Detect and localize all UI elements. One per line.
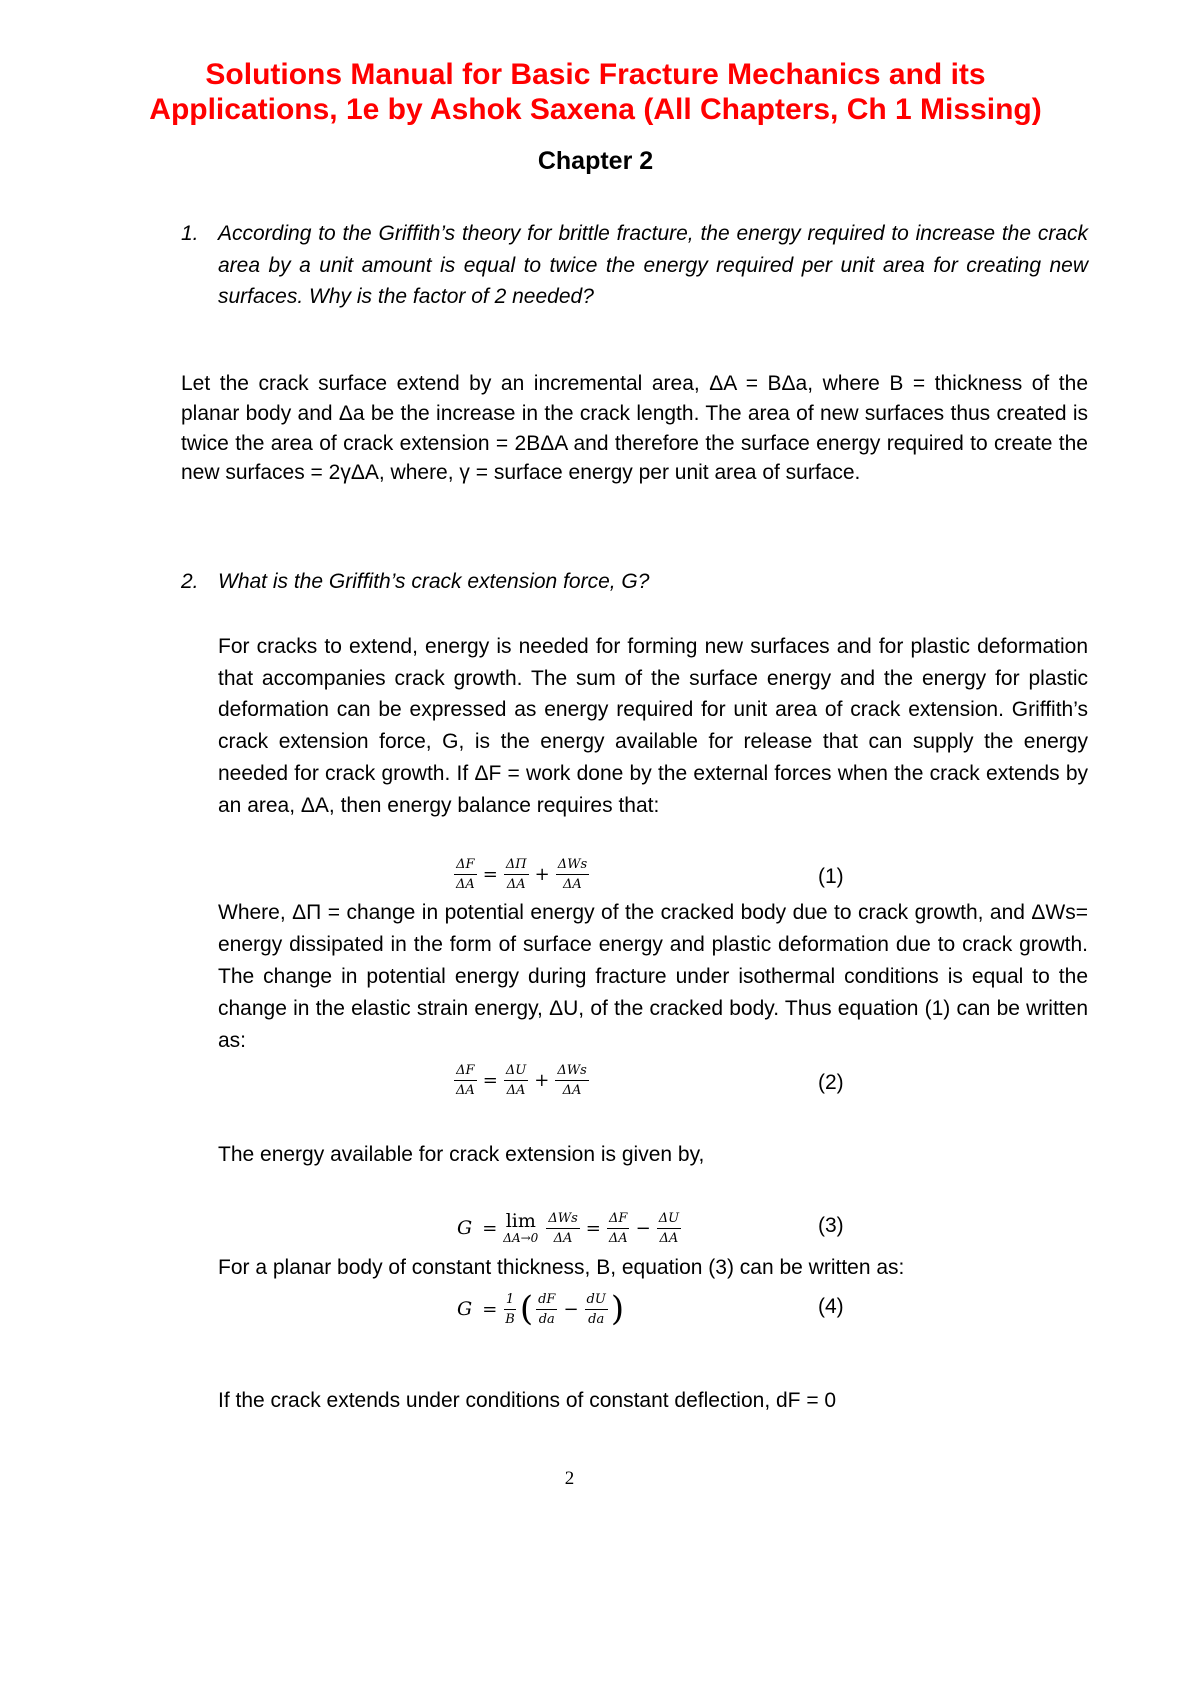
- eq3-fraction-3: $\frac{\Delta U}{\Delta A}$: [658, 1210, 680, 1246]
- question-1-number: 1.: [181, 222, 199, 245]
- equation-1: $\frac{\Delta F}{\Delta A}$ = $\frac{\Delta\Pi}{\Delta A}$ + $\frac{\text{ΔWs}}{\Delta A}$: [456, 856, 588, 892]
- eq2-fraction-1: $\frac{\Delta F}{\Delta A}$: [456, 1062, 475, 1098]
- eq1-fraction-1: $\frac{\Delta F}{\Delta A}$: [456, 856, 475, 892]
- answer-1-paragraph: Let the crack surface extend by an incremental area, ΔA = BΔa, where B = thickness of the planar body and Δa be the increase in the crack length. The area of new surfaces thus created is twice the area of crack extension = 2BΔA and therefore the surface energy required to create the new surfaces = 2γΔA, where, γ = surface energy per unit area of surface.: [181, 372, 1088, 485]
- answer-2-paragraph-1: For cracks to extend, energy is needed for forming new surfaces and for plastic deformation that accompanies crack growth. The sum of the surface energy and the energy for plastic deformation can be expressed as energy required for unit area of crack extension. Griffith’s crack extension force, G, is the energy available for release that can supply the energy needed for crack growth. If ΔF = work done by the external forces when the crack extends by an area, ΔA, then energy balance requires that:: [218, 635, 1088, 817]
- answer-2-paragraph-3: The energy available for crack extension is given by,: [218, 1143, 705, 1166]
- equation-3: G = lim ΔA→0 $\frac{\text{ΔWs}}{\Delta A}$ = $\frac{\Delta F}{\Delta A}$ − $\frac{\Delta U}{\Delta A}$: [457, 1210, 680, 1246]
- eq4-fraction-2: $\frac{dF}{da}$: [538, 1291, 556, 1327]
- page-title: [0, 57, 1191, 127]
- answer-2-paragraph-4: For a planar body of constant thickness, B, equation (3) can be written as:: [218, 1256, 905, 1279]
- question-1-text: According to the Griffith’s theory for brittle fracture, the energy required to increase the crack area by a unit amount is equal to twice the energy required per unit area for creating new surfaces. Why is the factor of 2 needed?: [218, 222, 1088, 308]
- chapter-title: Chapter 2: [537, 147, 654, 175]
- answer-2-paragraph-5: If the crack extends under conditions of constant deflection, dF = 0: [218, 1389, 837, 1412]
- eq3-limit: lim ΔA→0: [503, 1210, 539, 1245]
- equation-1-number: (1): [818, 865, 844, 888]
- page-number: 2: [564, 1468, 575, 1489]
- question-2-text: What is the Griffith’s crack extension force, G?: [218, 570, 650, 593]
- equation-2-number: (2): [818, 1071, 844, 1094]
- eq1-fraction-3: $\frac{\text{ΔWs}}{\Delta A}$: [557, 856, 588, 892]
- eq4-fraction-1: $\frac{1}{B}$: [505, 1291, 515, 1327]
- eq2-fraction-3: $\frac{\text{ΔWs}}{\Delta A}$: [557, 1062, 587, 1098]
- equation-4: G = $\frac{1}{B}$ ( $\frac{dF}{da}$ − $\frac{dU}{da}$ ): [457, 1289, 625, 1329]
- equation-4-number: (4): [818, 1295, 844, 1318]
- equation-2: $\frac{\Delta F}{\Delta A}$ = $\frac{\Delta U}{\Delta A}$ + $\frac{\text{ΔWs}}{\Delta A}$: [456, 1062, 587, 1098]
- eq3-fraction-1: $\frac{\text{ΔWs}}{\Delta A}$: [548, 1210, 578, 1246]
- eq2-fraction-2: $\frac{\Delta U}{\Delta A}$: [505, 1062, 527, 1098]
- question-2-number: 2.: [181, 570, 199, 593]
- eq3-fraction-2: $\frac{\Delta F}{\Delta A}$: [608, 1210, 628, 1246]
- title-line-2: Applications, 1e by Ashok Saxena (All Chapters, Ch 1 Missing): [149, 93, 1042, 126]
- eq1-fraction-2: $\frac{\Delta\Pi}{\Delta A}$: [505, 856, 527, 892]
- answer-2-paragraph-2: Where, ΔΠ = change in potential energy of the cracked body due to crack growth, and ΔWs= energy dissipated in the form of surface energy and plastic deformation due to crack growth. The change in potential energy during fracture under isothermal conditions is equal to the change in the elastic strain energy, ΔU, of the cracked body. Thus equation (1) can be written as:: [218, 901, 1088, 1052]
- title-line-1: Solutions Manual for Basic Fracture Mechanics and its: [205, 58, 986, 91]
- equation-3-number: (3): [818, 1214, 844, 1237]
- eq4-fraction-3: $\frac{dU}{da}$: [586, 1291, 606, 1327]
